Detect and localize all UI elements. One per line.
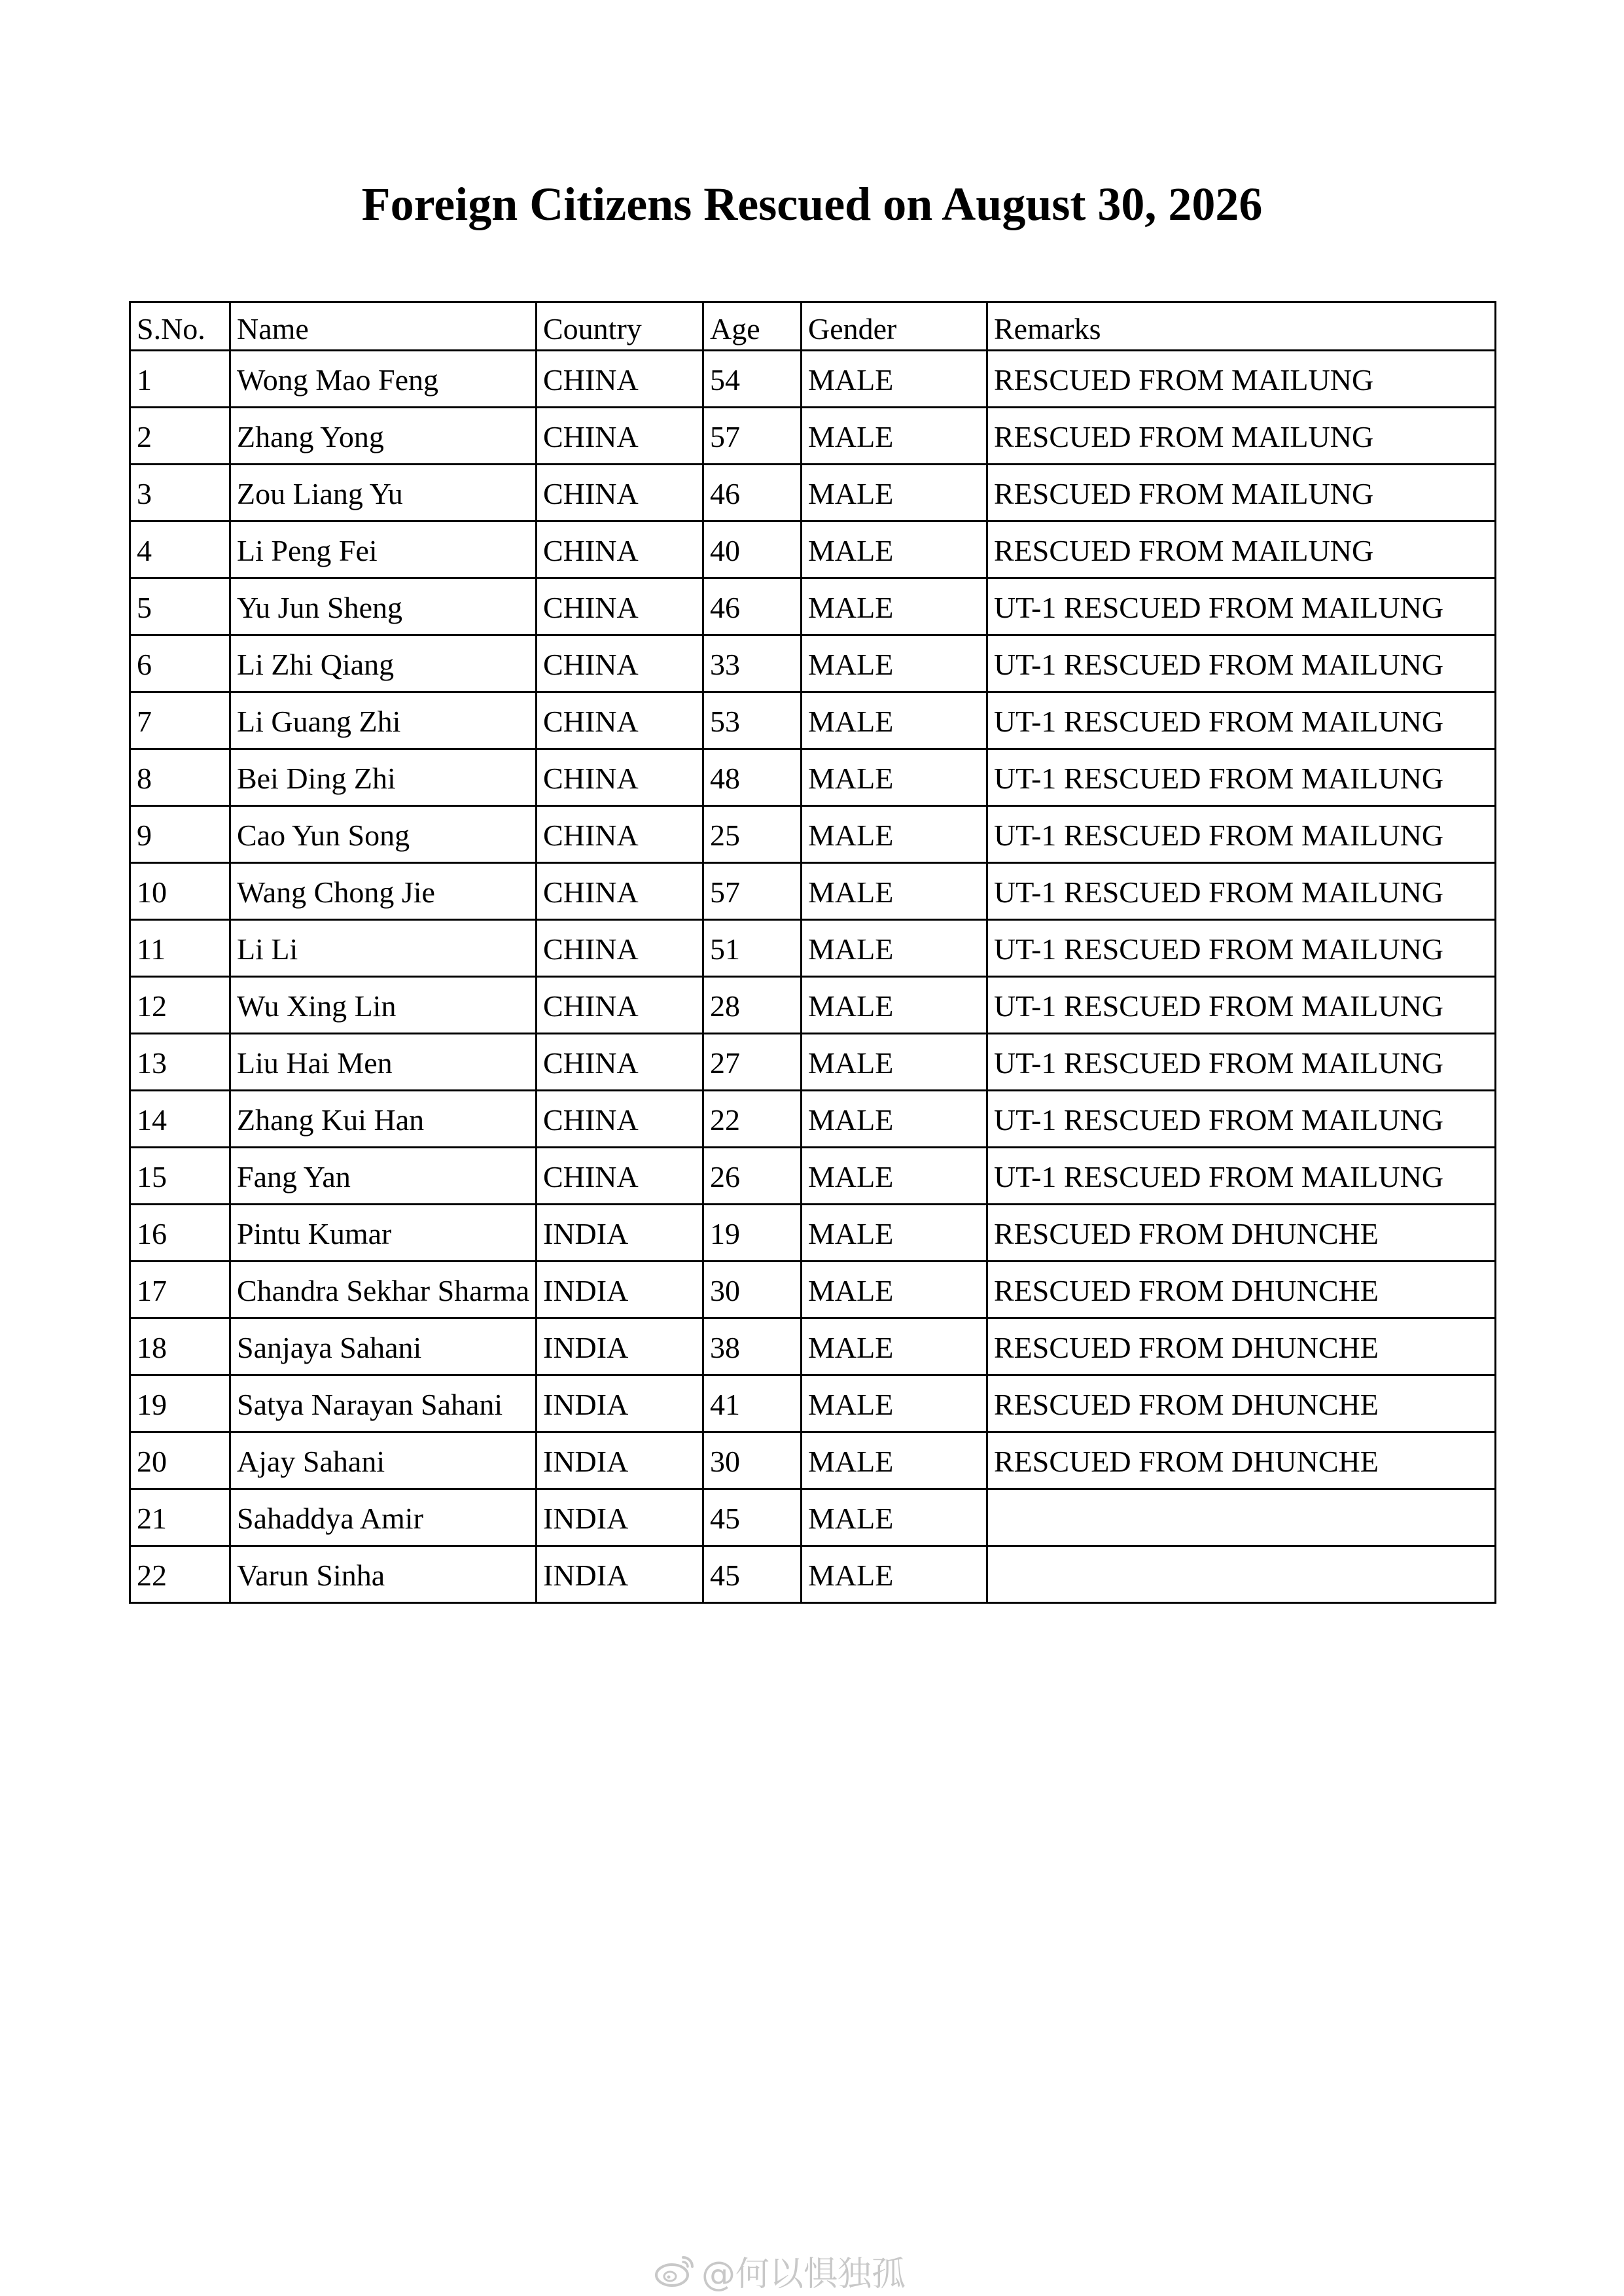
cell-age: 48 [703, 749, 802, 806]
cell-name: Bei Ding Zhi [230, 749, 537, 806]
cell-sno: 10 [130, 863, 230, 920]
cell-name: Yu Jun Sheng [230, 578, 537, 635]
cell-sno: 22 [130, 1546, 230, 1603]
cell-country: CHINA [537, 692, 703, 749]
cell-name: Ajay Sahani [230, 1432, 537, 1489]
cell-remarks: RESCUED FROM DHUNCHE [987, 1375, 1496, 1432]
cell-remarks: UT-1 RESCUED FROM MAILUNG [987, 1148, 1496, 1205]
cell-age: 51 [703, 920, 802, 977]
table-row [130, 1546, 1496, 1603]
cell-gender: MALE [802, 1205, 987, 1262]
watermark [654, 2248, 906, 2293]
table-body [130, 351, 1496, 1603]
table-row [130, 521, 1496, 578]
table-row [130, 977, 1496, 1034]
cell-country: CHINA [537, 408, 703, 465]
cell-remarks: UT-1 RESCUED FROM MAILUNG [987, 1034, 1496, 1091]
cell-remarks: UT-1 RESCUED FROM MAILUNG [987, 977, 1496, 1034]
cell-gender: MALE [802, 749, 987, 806]
table-row [130, 578, 1496, 635]
cell-age: 54 [703, 351, 802, 408]
cell-name: Wang Chong Jie [230, 863, 537, 920]
cell-sno: 15 [130, 1148, 230, 1205]
cell-age: 22 [703, 1091, 802, 1148]
header-row [130, 302, 1496, 351]
cell-country: CHINA [537, 749, 703, 806]
cell-age: 41 [703, 1375, 802, 1432]
cell-age: 57 [703, 863, 802, 920]
cell-sno: 7 [130, 692, 230, 749]
header-name: Name [230, 302, 537, 351]
cell-name: Chandra Sekhar Sharma [230, 1262, 537, 1318]
table-row [130, 1489, 1496, 1546]
cell-remarks: RESCUED FROM DHUNCHE [987, 1432, 1496, 1489]
cell-country: INDIA [537, 1375, 703, 1432]
rescued-citizens-table [129, 301, 1496, 1604]
cell-name: Li Zhi Qiang [230, 635, 537, 692]
cell-sno: 8 [130, 749, 230, 806]
cell-sno: 19 [130, 1375, 230, 1432]
cell-gender: MALE [802, 692, 987, 749]
cell-name: Sahaddya Amir [230, 1489, 537, 1546]
cell-gender: MALE [802, 578, 987, 635]
cell-age: 53 [703, 692, 802, 749]
cell-remarks: UT-1 RESCUED FROM MAILUNG [987, 635, 1496, 692]
table-row [130, 1091, 1496, 1148]
cell-gender: MALE [802, 977, 987, 1034]
cell-sno: 20 [130, 1432, 230, 1489]
cell-remarks: RESCUED FROM DHUNCHE [987, 1205, 1496, 1262]
table-row [130, 806, 1496, 863]
cell-country: INDIA [537, 1546, 703, 1603]
cell-country: CHINA [537, 806, 703, 863]
cell-age: 57 [703, 408, 802, 465]
cell-country: CHINA [537, 635, 703, 692]
table-header [130, 302, 1496, 351]
cell-gender: MALE [802, 1034, 987, 1091]
cell-age: 26 [703, 1148, 802, 1205]
table-row [130, 1262, 1496, 1318]
cell-gender: MALE [802, 408, 987, 465]
cell-sno: 12 [130, 977, 230, 1034]
page-title: Foreign Citizens Rescued on August 30, 2026 [361, 178, 1263, 230]
cell-remarks: RESCUED FROM MAILUNG [987, 465, 1496, 521]
cell-country: CHINA [537, 521, 703, 578]
table-row [130, 1034, 1496, 1091]
table-row [130, 1432, 1496, 1489]
cell-name: Li Guang Zhi [230, 692, 537, 749]
cell-name: Zhang Yong [230, 408, 537, 465]
cell-country: CHINA [537, 863, 703, 920]
table-row [130, 351, 1496, 408]
cell-sno: 11 [130, 920, 230, 977]
cell-remarks: UT-1 RESCUED FROM MAILUNG [987, 806, 1496, 863]
table-row [130, 1375, 1496, 1432]
cell-gender: MALE [802, 1489, 987, 1546]
cell-age: 38 [703, 1318, 802, 1375]
cell-country: INDIA [537, 1489, 703, 1546]
cell-gender: MALE [802, 521, 987, 578]
cell-country: INDIA [537, 1205, 703, 1262]
cell-gender: MALE [802, 1432, 987, 1489]
table-row [130, 749, 1496, 806]
cell-country: CHINA [537, 465, 703, 521]
cell-gender: MALE [802, 1375, 987, 1432]
table-row [130, 465, 1496, 521]
cell-gender: MALE [802, 1318, 987, 1375]
cell-name: Varun Sinha [230, 1546, 537, 1603]
cell-sno: 1 [130, 351, 230, 408]
cell-gender: MALE [802, 863, 987, 920]
cell-sno: 6 [130, 635, 230, 692]
cell-name: Zhang Kui Han [230, 1091, 537, 1148]
cell-remarks [987, 1489, 1496, 1546]
table-row [130, 635, 1496, 692]
cell-sno: 14 [130, 1091, 230, 1148]
cell-age: 33 [703, 635, 802, 692]
cell-name: Satya Narayan Sahani [230, 1375, 537, 1432]
cell-age: 40 [703, 521, 802, 578]
header-remarks: Remarks [987, 302, 1496, 351]
cell-country: CHINA [537, 351, 703, 408]
cell-sno: 17 [130, 1262, 230, 1318]
cell-country: INDIA [537, 1262, 703, 1318]
cell-age: 45 [703, 1546, 802, 1603]
cell-remarks [987, 1546, 1496, 1603]
cell-age: 28 [703, 977, 802, 1034]
cell-gender: MALE [802, 1148, 987, 1205]
cell-remarks: RESCUED FROM DHUNCHE [987, 1262, 1496, 1318]
cell-gender: MALE [802, 1091, 987, 1148]
cell-age: 46 [703, 465, 802, 521]
table-row [130, 1205, 1496, 1262]
cell-country: CHINA [537, 578, 703, 635]
cell-remarks: RESCUED FROM DHUNCHE [987, 1318, 1496, 1375]
cell-sno: 2 [130, 408, 230, 465]
weibo-icon [654, 2253, 695, 2287]
cell-country: CHINA [537, 1091, 703, 1148]
cell-sno: 4 [130, 521, 230, 578]
cell-age: 30 [703, 1262, 802, 1318]
cell-age: 45 [703, 1489, 802, 1546]
cell-gender: MALE [802, 1546, 987, 1603]
cell-age: 25 [703, 806, 802, 863]
cell-sno: 21 [130, 1489, 230, 1546]
cell-name: Pintu Kumar [230, 1205, 537, 1262]
cell-name: Wong Mao Feng [230, 351, 537, 408]
cell-name: Zou Liang Yu [230, 465, 537, 521]
cell-country: INDIA [537, 1318, 703, 1375]
cell-gender: MALE [802, 351, 987, 408]
cell-remarks: UT-1 RESCUED FROM MAILUNG [987, 1091, 1496, 1148]
cell-remarks: RESCUED FROM MAILUNG [987, 408, 1496, 465]
cell-country: CHINA [537, 1148, 703, 1205]
cell-age: 30 [703, 1432, 802, 1489]
table-row [130, 1148, 1496, 1205]
cell-country: INDIA [537, 1432, 703, 1489]
cell-gender: MALE [802, 806, 987, 863]
header-age: Age [703, 302, 802, 351]
cell-sno: 13 [130, 1034, 230, 1091]
cell-age: 46 [703, 578, 802, 635]
cell-country: CHINA [537, 920, 703, 977]
cell-sno: 5 [130, 578, 230, 635]
table-row [130, 863, 1496, 920]
cell-name: Cao Yun Song [230, 806, 537, 863]
cell-age: 27 [703, 1034, 802, 1091]
table-row [130, 692, 1496, 749]
cell-remarks: RESCUED FROM MAILUNG [987, 521, 1496, 578]
cell-remarks: UT-1 RESCUED FROM MAILUNG [987, 578, 1496, 635]
cell-name: Sanjaya Sahani [230, 1318, 537, 1375]
cell-sno: 3 [130, 465, 230, 521]
cell-name: Li Li [230, 920, 537, 977]
header-gender: Gender [802, 302, 987, 351]
cell-sno: 16 [130, 1205, 230, 1262]
cell-sno: 9 [130, 806, 230, 863]
cell-gender: MALE [802, 1262, 987, 1318]
table-row [130, 920, 1496, 977]
cell-remarks: RESCUED FROM MAILUNG [987, 351, 1496, 408]
header-country: Country [537, 302, 703, 351]
cell-name: Liu Hai Men [230, 1034, 537, 1091]
cell-remarks: UT-1 RESCUED FROM MAILUNG [987, 692, 1496, 749]
cell-gender: MALE [802, 635, 987, 692]
cell-name: Wu Xing Lin [230, 977, 537, 1034]
cell-gender: MALE [802, 920, 987, 977]
cell-remarks: UT-1 RESCUED FROM MAILUNG [987, 749, 1496, 806]
cell-name: Fang Yan [230, 1148, 537, 1205]
cell-gender: MALE [802, 465, 987, 521]
cell-sno: 18 [130, 1318, 230, 1375]
cell-remarks: UT-1 RESCUED FROM MAILUNG [987, 863, 1496, 920]
watermark-text: @何以惧独孤 [701, 2254, 906, 2294]
cell-age: 19 [703, 1205, 802, 1262]
header-sno: S.No. [130, 302, 230, 351]
cell-country: CHINA [537, 1034, 703, 1091]
cell-remarks: UT-1 RESCUED FROM MAILUNG [987, 920, 1496, 977]
table-row [130, 408, 1496, 465]
cell-name: Li Peng Fei [230, 521, 537, 578]
cell-country: CHINA [537, 977, 703, 1034]
table-row [130, 1318, 1496, 1375]
